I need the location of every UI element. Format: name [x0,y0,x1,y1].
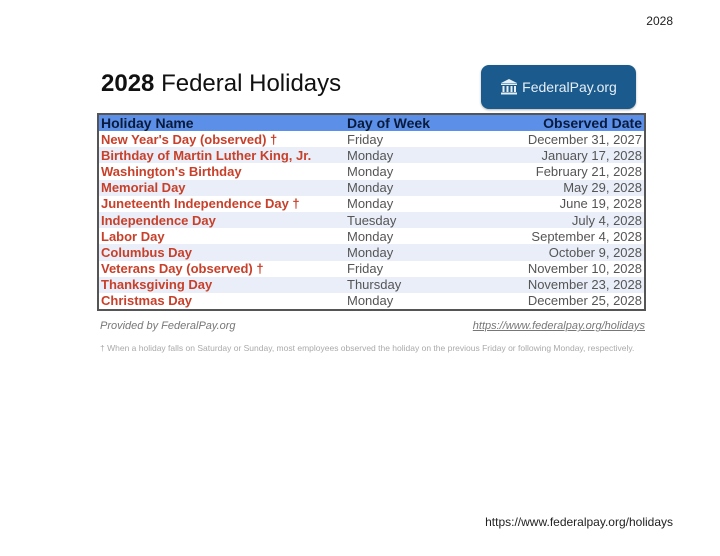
day-of-week: Friday [347,261,384,277]
holiday-name: New Year's Day (observed) † [101,131,278,147]
column-header-holiday: Holiday Name [98,114,345,131]
observed-date: November 23, 2028 [459,277,645,293]
observed-date: December 31, 2027 [527,131,642,147]
holiday-name: Columbus Day [98,244,345,260]
column-header-date: Observed Date [459,114,645,131]
bank-building-icon [500,79,518,95]
footnote: † When a holiday falls on Saturday or Sunday, most employees observed the holiday on the previous Friday or following Monday, respectively. [100,343,635,353]
page-title [101,70,341,98]
provided-by-text: Provided by FederalPay.org [100,320,236,332]
title-year: 2028 [101,70,155,97]
observed-date: January 17, 2028 [459,147,645,163]
observed-date: July 4, 2028 [459,212,645,228]
corner-year: 2028 [646,14,673,28]
holiday-name: Veterans Day (observed) † [101,261,264,277]
table-row [98,228,645,244]
holidays-link[interactable]: https://www.federalpay.org/holidays [472,320,645,332]
observed-date: September 4, 2028 [531,228,642,244]
day-of-week: Monday [347,228,394,244]
day-of-week: Tuesday [345,212,459,228]
holiday-name: Juneteenth Independence Day † [101,196,300,212]
holiday-name: Independence Day [98,212,345,228]
table-row [98,131,645,147]
day-of-week: Thursday [345,277,459,293]
column-header-day: Day of Week [345,114,459,131]
day-of-week: Monday [347,163,394,179]
table-row [98,163,645,179]
day-of-week: Monday [347,196,394,212]
observed-date: May 29, 2028 [459,180,645,196]
day-of-week: Friday [347,131,384,147]
holiday-name: Christmas Day [101,293,193,309]
title-text: Federal Holidays [161,70,342,97]
holiday-name: Washington's Birthday [101,163,242,179]
observed-date: December 25, 2028 [527,293,642,309]
table-header-row [98,114,645,131]
table-row [98,180,645,196]
day-of-week: Monday [345,147,459,163]
table-row [98,212,645,228]
table-row [98,147,645,163]
table-row [98,277,645,293]
holiday-name: Labor Day [101,228,165,244]
table-row [98,261,645,277]
holiday-name: Birthday of Martin Luther King, Jr. [98,147,345,163]
brand-bold: Federal [522,79,570,95]
day-of-week: Monday [345,244,459,260]
federalpay-logo-button[interactable] [481,65,636,109]
holidays-table [97,113,646,311]
holiday-name: Thanksgiving Day [98,277,345,293]
observed-date: February 21, 2028 [535,163,642,179]
observed-date: June 19, 2028 [559,196,642,212]
observed-date: November 10, 2028 [527,261,642,277]
day-of-week: Monday [345,180,459,196]
table-row [98,244,645,260]
brand-rest: Pay.org [569,79,617,95]
table-row [98,293,645,310]
footer-url: https://www.federalpay.org/holidays [485,515,673,529]
day-of-week: Monday [347,293,394,309]
holiday-name: Memorial Day [98,180,345,196]
observed-date: October 9, 2028 [459,244,645,260]
table-row [98,196,645,212]
